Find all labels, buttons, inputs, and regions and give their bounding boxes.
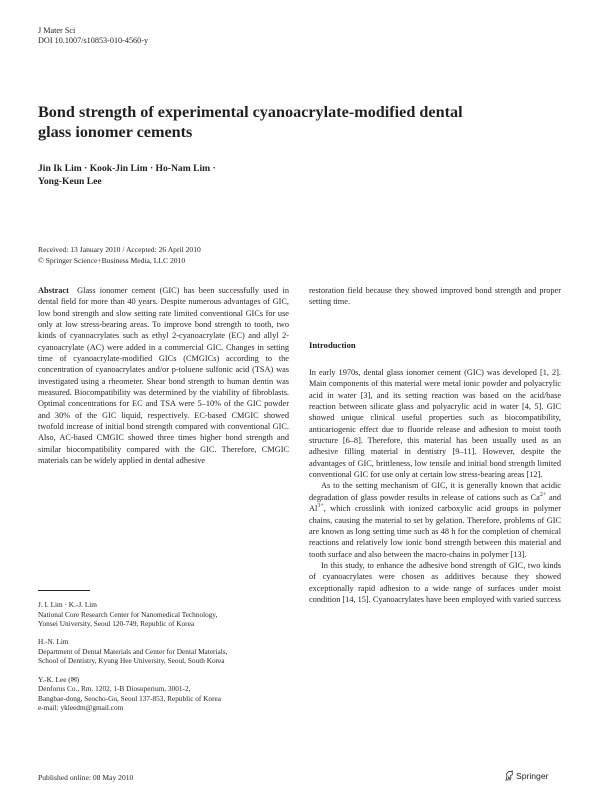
affiliations [38, 600, 289, 721]
intro-paragraph-2 [309, 480, 561, 559]
published-online: Published online: 08 May 2010 [38, 773, 134, 782]
publisher-logo [504, 770, 548, 781]
calcium-charge: 2+ [539, 492, 547, 499]
journal-header [38, 26, 148, 47]
received-accepted: Received: 13 January 2010 / Accepted: 26 April 2010 [38, 245, 201, 254]
affiliation-names: J. I. Lim · K.-J. Lim [38, 600, 97, 609]
para2-and: and Al [309, 492, 561, 514]
paper-title [38, 103, 508, 142]
intro-paragraph-3: In this study, to enhance the adhesive bond strength of GIC, two kinds of cyanoacrylates were chosen as additives because they showed exceptionally rapid adhesion to a wide range of surfaces under moist condition [14, 15]. Cyanoacrylates have been employed with varied success [309, 560, 561, 604]
affiliation-3 [38, 675, 289, 713]
right-column [309, 285, 561, 605]
affiliation-line: School of Dentistry, Kyung Hee University, Seoul, South Korea [38, 656, 225, 666]
para2-rest: , which crosslink with ionized carboxylic acid groups in polymer chains, causing the material to set by gelation. Therefore, problems of GIC are known as long setting time such as 48 h for the completion of chemical reactions and relatively low ionic bond strength between this material and tooth surface and also between the macro-chains in polymer [13]. [309, 504, 561, 559]
authors-line-1: Jin Ik Lim · Kook-Jin Lim · Ho-Nam Lim · [38, 163, 216, 174]
footnote-rule [38, 590, 90, 591]
para2-start: As to the setting mechanism of GIC, it is generally known that acidic degradation of glass powder results in release of cations such as Ca [309, 481, 561, 502]
journal-name: J Mater Sci [38, 26, 76, 35]
aluminium-charge: 3+ [317, 503, 324, 510]
affiliation-line: Department of Dental Materials and Center for Dental Materials, [38, 646, 228, 656]
introduction-heading: Introduction [309, 339, 356, 350]
affiliation-1 [38, 600, 289, 629]
affiliation-line: Bangbae-dong, Seocho-Gu, Seoul 137-853, Republic of Korea [38, 693, 221, 703]
author-email: e-mail: ykleedm@gmail.com [38, 703, 124, 713]
abstract-continuation: restoration field because they showed improved bond strength and proper setting time. [309, 286, 561, 307]
affiliation-line: Denforus Co., Rm. 1202, 1-B Diosuperium, 3001-2, [38, 684, 191, 694]
intro-paragraph-1: In early 1970s, dental glass ionomer cement (GIC) was developed [1, 2]. Main components of this material were metal ionic powder and polyacrylic acid in water [3], and its setting reaction was based on the acid/base reaction between silicate glass and polyacrylic acid in water [4, 5]. GIC showed unique clinical useful properties such as biocompatibility, anticariogenic effect due to fluoride release and adhesion to moist tooth structure [6–8]. Therefore, this material has been usually used as an adhesive filling material in dentistry [9–11]. However, despite the advantages of GIC, brittleness, low tensile and initial bond strength limited conventional GIC for use only at certain low stress-bearing areas [12]. [309, 368, 561, 480]
author-list [38, 162, 338, 188]
affiliation-2 [38, 637, 289, 666]
affiliation-names: Y.-K. Lee (✉) [38, 674, 80, 684]
publisher-name: Springer [516, 770, 549, 781]
doi: DOI 10.1007/s10853-010-4560-y [38, 36, 149, 46]
abstract-label: Abstract [38, 286, 69, 295]
springer-horse-icon [504, 770, 514, 781]
affiliation-line: National Core Research Center for Nanomedical Technology, [38, 609, 218, 619]
abstract-text: Glass ionomer cement (GIC) has been successfully used in dental field for more than 40 years. Despite numerous advantages of GIC, low bond strength and slow setting rate limited conventional GICs for use only at low stress-bearing areas. To improve bond strength to tooth, two kinds of cyanoacrylates such as ethyl 2-cyanoacrylate (EC) and allyl 2-cyanoacrylate (AC) were added in a commercial GIC. Changes in setting time of cyanoacrylate-modified GICs (CMGICs) according to the concentration of cyanoacrylates and/or p-toluene sulfonic acid (TSA) was investigated using a rheometer. Shear bond strength to human dentin was measured. Biocompatibility was determined by the viability of fibroblasts. Optimal concentrations for EC and TSA were 5–10% of the GIC powder and 30% of the GIC liquid, respectively. EC-based CMGIC showed twofold increase of initial bond strength compared with conventional GIC. Also, AC-based CMGIC showed three times higher bond strength and similar biocompatibility compared with the GIC. Therefore, CMGIC materials can be widely applied in dental adhesive [38, 286, 289, 466]
title-line-1: Bond strength of experimental cyanoacrylate-modified dental [38, 103, 463, 121]
abstract [38, 285, 289, 467]
affiliation-line: Yonsei University, Seoul 120-749, Republic of Korea [38, 619, 195, 629]
affiliation-names: H.-N. Lim [38, 637, 69, 647]
authors-line-2: Yong-Keun Lee [38, 176, 102, 187]
title-line-2: glass ionomer cements [38, 122, 193, 141]
publication-dates [38, 245, 201, 266]
left-column [38, 285, 289, 467]
copyright: © Springer Science+Business Media, LLC 2010 [38, 255, 186, 265]
